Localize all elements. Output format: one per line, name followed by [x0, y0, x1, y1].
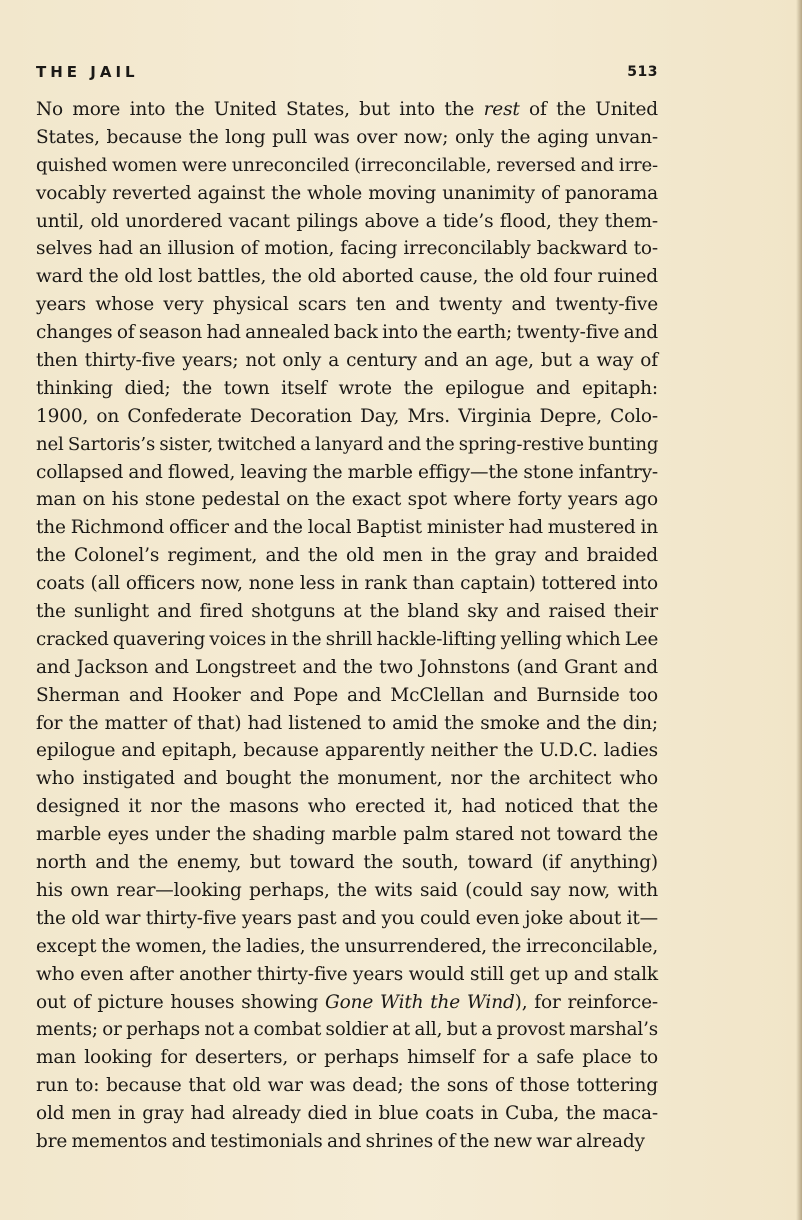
text-line: cracked quavering voices in the shrill hackle-lifting yelling which Lee — [36, 628, 659, 650]
text-line: north and the enemy, but toward the south, toward (if anything) — [36, 852, 658, 874]
text-line: selves had an illusion of motion, facing irreconcilably backward to- — [36, 238, 658, 260]
text-line: marble eyes under the shading marble palm stared not toward the — [36, 824, 658, 846]
text-line: then thirty-five years; not only a century and an age, but a way of — [36, 350, 658, 372]
page-edge-shadow — [796, 0, 802, 1220]
text-line: man on his stone pedestal on the exact spot where forty years ago — [36, 489, 658, 511]
page-number: 513 — [627, 64, 658, 80]
text-line: out of picture houses showing Gone With the Wind), for reinforce- — [36, 991, 658, 1013]
text-line: States, because the long pull was over now; only the aging unvan- — [36, 126, 658, 148]
text-line: except the women, the ladies, the unsurrendered, the irreconcilable, — [36, 935, 658, 957]
text-line: who instigated and bought the monument, nor the architect who — [36, 768, 658, 790]
text-line: collapsed and flowed, leaving the marble effigy—the stone infantry- — [36, 461, 658, 483]
text-line: thinking died; the town itself wrote the epilogue and epitaph: — [36, 377, 658, 399]
chapter-title: THE JAIL — [36, 63, 139, 81]
text-line: ments; or perhaps not a combat soldier at all, but a provost marshal’s — [36, 1019, 658, 1041]
text-line: 1900, on Confederate Decoration Day, Mrs. Virginia Depre, Colo- — [36, 405, 658, 427]
italic-phrase: rest — [483, 99, 520, 120]
text-line: changes of season had annealed back into the earth; twenty-five and — [36, 322, 658, 344]
text-line: designed it nor the masons who erected it, had noticed that the — [36, 796, 658, 818]
text-line: bre mementos and testimonials and shrines of the new war already — [36, 1130, 645, 1152]
text-line: the Colonel’s regiment, and the old men in the gray and braided — [36, 545, 658, 567]
text-line: coats (all officers now, none less in rank than captain) tottered into — [36, 573, 658, 595]
italic-phrase: Gone With the Wind — [325, 991, 515, 1013]
text-line: until, old unordered vacant pilings above a tide’s flood, they them- — [36, 210, 658, 232]
running-head — [36, 60, 658, 84]
text-line: the old war thirty-five years past and you could even joke about it— — [36, 907, 658, 929]
text-line: the Richmond officer and the local Baptist minister had mustered in — [36, 517, 658, 539]
text-line: his own rear—looking perhaps, the wits said (could say now, with — [36, 879, 658, 901]
text-line: the sunlight and fired shotguns at the bland sky and raised their — [36, 601, 658, 623]
text-line: who even after another thirty-five years would still get up and stalk — [36, 963, 658, 985]
text-line: vocably reverted against the whole moving unanimity of panorama — [36, 182, 658, 204]
text-line: ward the old lost battles, the old aborted cause, the old four ruined — [36, 266, 658, 288]
text-line: run to: because that old war was dead; the sons of those tottering — [36, 1075, 658, 1097]
text-line: and Jackson and Longstreet and the two Johnstons (and Grant and — [36, 656, 658, 678]
text-line: old men in gray had already died in blue coats in Cuba, the maca- — [36, 1103, 658, 1125]
text-line: for the matter of that) had listened to amid the smoke and the din; — [36, 712, 658, 734]
text-line: epilogue and epitaph, because apparently neither the U.D.C. ladies — [36, 740, 658, 762]
text-line: nel Sartoris’s sister, twitched a lanyard and the spring-restive bunting — [36, 433, 659, 455]
text-line: Sherman and Hooker and Pope and McClellan and Burnside too — [36, 684, 658, 706]
body-text — [36, 96, 658, 1156]
text-line: No more into the United States, but into the rest of the United — [36, 99, 658, 120]
text-line: quished women were unreconciled (irreconcilable, reversed and irre- — [36, 154, 658, 176]
text-line: man looking for deserters, or perhaps himself for a safe place to — [36, 1047, 658, 1069]
text-line: years whose very physical scars ten and twenty and twenty-five — [36, 294, 658, 316]
